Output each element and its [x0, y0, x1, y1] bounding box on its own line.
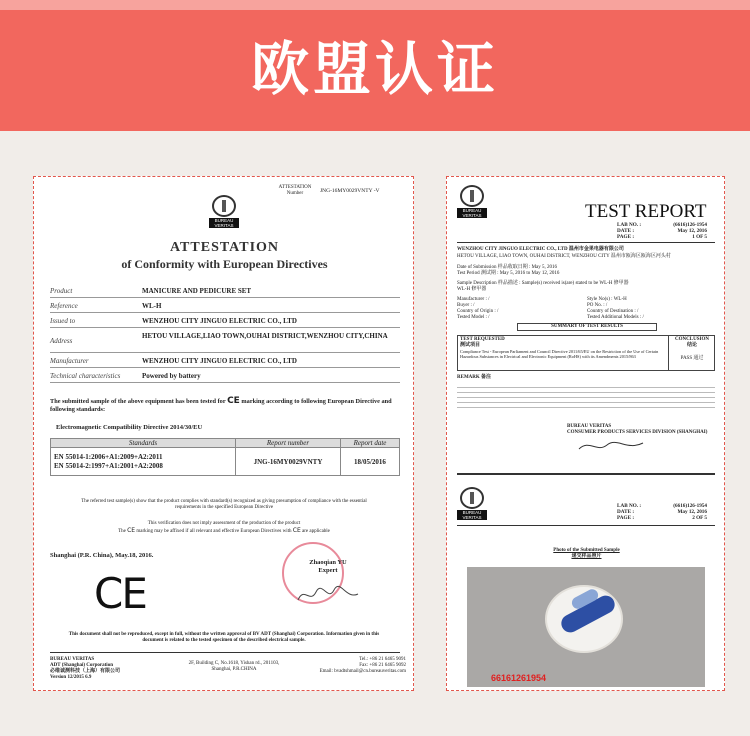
test-report-document: [446, 176, 725, 691]
cell-report-date: 18/05/2016: [341, 448, 400, 476]
info-additional-models: Tested Additional Models : /: [587, 315, 644, 320]
field-manufacturer: [50, 355, 400, 368]
lab-no-label: LAB NO. :: [617, 222, 642, 228]
footer-contact: Tel.: +86 21 6465 9091 Fax: +86 21 6465 9092 Email: bvadtshmail@cn.bureauveritas.com: [319, 657, 406, 674]
bureau-veritas-logo: [457, 487, 487, 520]
date-label: DATE :: [617, 509, 635, 515]
lab-no-value: (6616)126-1954: [673, 222, 707, 228]
report-divider: [457, 525, 715, 526]
attestation-document: [33, 176, 414, 691]
attestation-number-value: JNG-16MY0029VNTY -V: [320, 188, 380, 194]
summary-header: SUMMARY OF TEST RESULTS: [551, 324, 623, 329]
page-divider: [457, 473, 715, 475]
lab-no-label: LAB NO. :: [617, 503, 642, 509]
info-style-no: Style No(s) : WL-H: [587, 297, 627, 302]
ce-mark-icon: CE: [94, 569, 146, 618]
field-address: [50, 330, 400, 353]
banner-top-strip: [0, 0, 750, 10]
bv-seal-icon: [460, 487, 484, 509]
page-label: PAGE :: [617, 515, 635, 521]
attestation-subtitle: of Conformity with European Directives: [121, 257, 328, 271]
verification-text-d: are applicable: [302, 529, 330, 534]
col-report-date: Report date: [341, 439, 400, 448]
summary-header-box: [517, 323, 657, 331]
verification-text-c: marking may be affixed if all relevant and effective European Directives with: [136, 529, 292, 534]
applicant: WENZHOU CITY JINGUO ELECTRIC CO., LTD 温州市金果电器有限公司: [457, 247, 624, 252]
attestation-title: ATTESTATION: [169, 240, 280, 255]
bv-logo-text: BUREAU VERITAS: [209, 218, 239, 228]
remarks-body: [457, 383, 715, 429]
cell-report-number: JNG-16MY0029VNTY: [236, 448, 341, 476]
tested-statement: [50, 397, 400, 414]
ce-inline-icon: CE: [127, 527, 136, 534]
directive-name: Electromagnetic Compatibility Directive 2014/30/EU: [56, 424, 203, 431]
report-divider: [457, 242, 715, 243]
ce-inline-icon: CE: [227, 396, 240, 406]
sample-photo: [467, 567, 705, 687]
field-product: [50, 285, 400, 298]
field-label: Manufacturer: [50, 357, 89, 365]
table-row: [51, 448, 400, 476]
date-label: DATE :: [617, 228, 635, 234]
place-date: Shanghai (P.R. China), May.18, 2016.: [50, 552, 154, 559]
col-report-number: Report number: [236, 439, 341, 448]
test-requested-text: Compliance Test - European Parliament and Council Directive 2011/65/EU on the Restriction of the Use of Certain Hazardous Substances in Electrical and Electronic Equipment (RoHS) with its Amendments 2015/863: [460, 349, 659, 359]
cell-standards: EN 55014-1:2006+A1:2009+A2:2011 EN 55014-2:1997+A1:2001+A2:2008: [51, 448, 236, 476]
attestation-number-label: ATTESTATION Number: [278, 185, 312, 196]
field-value: WL-H: [142, 302, 162, 310]
info-manufacturer: Manufacturer : /: [457, 297, 490, 302]
tested-text-b: marking according to following European Directive and following standards:: [50, 398, 392, 413]
test-report-title: TEST REPORT: [585, 201, 707, 222]
photo-title: Photo of the Submitted Sample 递交样品照片: [553, 548, 620, 559]
signer-title: Expert: [318, 567, 338, 574]
received-date: Date of Submission 样品收取日期 : May 5, 2016: [457, 265, 557, 270]
footer-divider: [50, 652, 400, 653]
page-value: 1 OF 5: [692, 234, 707, 240]
bv-seal-icon: [212, 195, 236, 217]
field-label: Issued to: [50, 317, 76, 325]
sample-item: WL-H 修甲器: [457, 287, 487, 292]
test-requested-header: TEST REQUESTED 测试项目: [460, 337, 505, 348]
remarks-title: REMARK 备注: [457, 375, 492, 380]
info-tested-model: Tested Model : /: [457, 315, 490, 320]
info-country-origin: Country of Origin : /: [457, 309, 499, 314]
conclusion-value: PASS 通过: [680, 356, 704, 361]
banner-title: 欧盟认证: [250, 35, 499, 103]
col-standards: Standards: [51, 439, 236, 448]
sample-description: Sample Description 样品描述 : Sample(s) received is(are) stated to be WL-H 修甲器: [457, 281, 629, 286]
field-technical-characteristics: [50, 370, 400, 383]
ce-inline-icon: CE: [292, 527, 301, 534]
bv-logo-text: BUREAU VERITAS: [457, 208, 487, 218]
signatory-company: BUREAU VERITAS CONSUMER PRODUCTS SERVICES DIVISION (SHANGHAI): [567, 424, 708, 435]
field-value: WENZHOU CITY JINGUO ELECTRIC CO., LTD: [142, 317, 297, 325]
page-value: 2 OF 5: [692, 515, 707, 521]
footer-address: 2F, Building C, No.1618, Yishan rd., 201103, Shanghai, P.R.CHINA: [188, 661, 280, 672]
field-value: HETOU VILLAGE,LIAO TOWN,OUHAI DISTRICT,WENZHOU CITY,CHINA: [142, 332, 388, 340]
column-divider: [668, 336, 669, 370]
signature-icon: [294, 582, 364, 606]
info-buyer: Buyer : /: [457, 303, 475, 308]
date-value: May 12, 2016: [677, 509, 707, 515]
photo-code: 66161261954: [491, 673, 547, 683]
field-label: Product: [50, 287, 73, 295]
verification-text-a: This verification does not imply assessment of the production of the product: [147, 521, 301, 526]
applicant-address: HETOU VILLAGE, LIAO TOWN, OUHAI DISTRICT, WENZHOU CITY 温州市瓯海区瓯海区河头村: [457, 254, 671, 259]
date-value: May 12, 2016: [677, 228, 707, 234]
header-banner: [0, 0, 750, 131]
field-value: WENZHOU CITY JINGUO ELECTRIC CO., LTD: [142, 357, 297, 365]
field-value: Powered by battery: [142, 372, 201, 380]
test-period: Test Period 测试期 : May 5, 2016 to May 12, 2016: [457, 271, 560, 276]
footer-notice: This document shall not be reproduced, except in full, without the written approval of BV ADT (Shanghai) Corporation. Information given in this document is related to the tested specimen of the described electrical sample.: [68, 632, 380, 643]
info-po-no: PO No. : /: [587, 303, 608, 308]
field-issued-to: [50, 315, 400, 328]
signature-icon: [577, 437, 647, 455]
standards-table: [50, 438, 400, 476]
footer-company: BUREAU VERITAS ADT (Shanghai) Corporation 必维诚测科技（上海）有限公司 Version 12/2015 6.9: [50, 657, 121, 680]
conclusion-header: CONCLUSION 结论: [675, 337, 709, 348]
info-country-destination: Country of Destination : /: [587, 309, 639, 314]
field-label: Technical characteristics: [50, 372, 121, 380]
results-table: [457, 335, 715, 371]
presumption-text: The referred test sample(s) show that the product complies with standard(s) recognized as giving presumption of compliance with the essential requirements in the specified European Directive: [81, 499, 367, 510]
lab-no-value: (6616)126-1954: [673, 503, 707, 509]
field-reference: [50, 300, 400, 313]
bv-seal-icon: [460, 185, 484, 207]
bureau-veritas-logo: [457, 185, 487, 218]
field-label: Reference: [50, 302, 78, 310]
verification-text-b: The: [118, 529, 126, 534]
tested-text-a: The submitted sample of the above equipment has been tested for: [50, 398, 226, 405]
field-label: Address: [50, 337, 73, 345]
field-value: MANICURE AND PEDICURE SET: [142, 287, 252, 295]
bv-logo-text: BUREAU VERITAS: [457, 510, 487, 520]
verification-statement: [74, 528, 374, 535]
signer-name: Zhaoqian YU: [309, 559, 347, 566]
page-label: PAGE :: [617, 234, 635, 240]
bureau-veritas-logo: [209, 195, 239, 228]
